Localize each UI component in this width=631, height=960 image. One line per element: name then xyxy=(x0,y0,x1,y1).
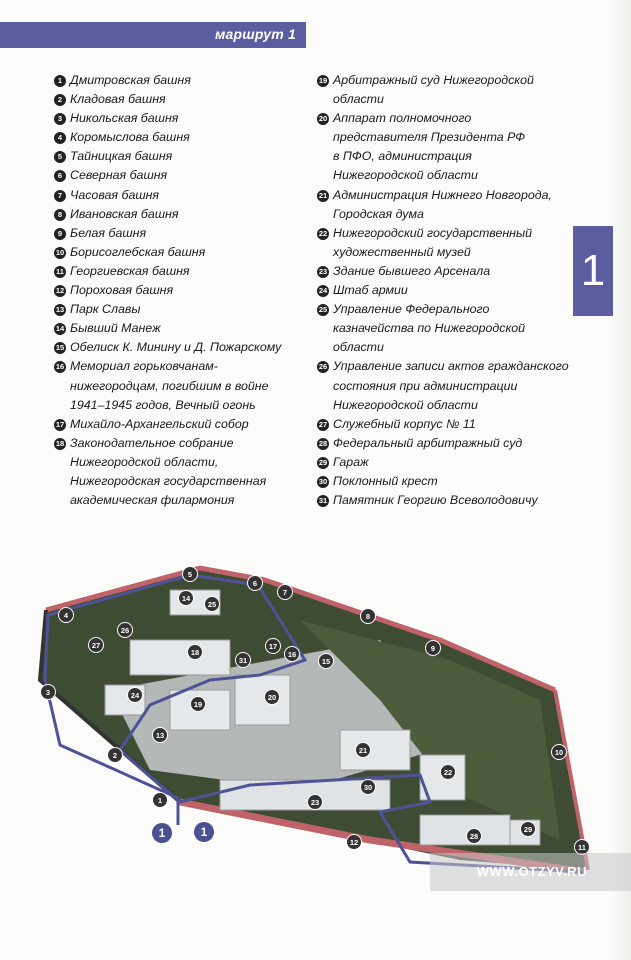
legend-text: Никольская башня xyxy=(70,111,179,126)
legend-item xyxy=(317,109,569,185)
map-marker: 30 xyxy=(360,779,376,795)
legend-item xyxy=(54,109,281,128)
map-marker: 17 xyxy=(265,638,281,654)
legend-item xyxy=(317,71,569,109)
legend-number-badge: 2 xyxy=(54,94,66,106)
legend-number-badge: 26 xyxy=(318,362,328,372)
legend-number-badge: 5 xyxy=(54,151,66,163)
legend-text: Арбитражный суд Нижегородской xyxy=(333,73,534,87)
legend-text: Пороховая башня xyxy=(70,283,174,298)
legend-text: состояния при администрации xyxy=(333,378,518,393)
legend-item xyxy=(54,71,281,90)
legend-number-badge: 23 xyxy=(318,266,328,276)
legend-text: Белая башня xyxy=(70,225,147,240)
legend-text: казначейства по Нижегородской xyxy=(333,321,526,336)
map-marker: 18 xyxy=(187,644,203,660)
legend-text: Коромыслова башня xyxy=(70,130,190,145)
map-marker: 27 xyxy=(88,637,104,653)
legend-text: Северная башня xyxy=(70,168,168,183)
legend-item xyxy=(54,147,281,166)
map-marker: 22 xyxy=(440,764,456,780)
legend-right-column xyxy=(317,71,569,510)
legend-number-badge: 15 xyxy=(55,343,65,353)
legend-text: области xyxy=(333,340,384,355)
map-marker: 12 xyxy=(346,834,362,850)
legend-item xyxy=(54,357,281,414)
legend-text: Кладовая башня xyxy=(70,92,166,107)
watermark xyxy=(430,853,631,891)
legend-number-badge: 19 xyxy=(318,76,328,85)
legend-text: Парк Славы xyxy=(70,302,141,317)
legend-text: Администрация Нижнего Новгорода, xyxy=(333,187,552,202)
map-marker: 24 xyxy=(127,687,143,703)
legend-text: Управление Федерального xyxy=(333,302,490,317)
legend-text: области xyxy=(333,92,384,107)
map-marker: 14 xyxy=(178,590,194,606)
legend-text: Нижегородской области xyxy=(333,397,478,412)
legend-number-badge: 13 xyxy=(55,305,65,315)
legend-item xyxy=(317,453,569,472)
legend-text: Законодательное собрание xyxy=(70,435,234,450)
legend-item xyxy=(54,90,281,109)
map-marker: 25 xyxy=(204,596,220,612)
legend-text: Часовая башня xyxy=(70,187,160,202)
map-marker: 1 xyxy=(152,792,168,808)
legend-text: Нижегородский государственный xyxy=(333,225,533,240)
legend-item xyxy=(54,186,281,205)
map-marker: 26 xyxy=(117,622,133,638)
route-start-marker: 1 xyxy=(194,822,214,842)
legend-text: нижегородцам, погибшим в войне xyxy=(70,378,269,393)
legend-item xyxy=(317,281,569,300)
legend-number-badge: 11 xyxy=(54,266,66,278)
watermark-text: WWW.OTZYV.RU xyxy=(476,864,587,879)
legend-text: Служебный корпус № 11 xyxy=(333,416,476,431)
legend-item xyxy=(317,262,569,281)
legend-number-badge: 21 xyxy=(318,190,328,200)
legend-item xyxy=(317,472,569,491)
map-marker: 23 xyxy=(307,794,323,810)
legend-text: Борисоглебская башня xyxy=(70,244,206,259)
legend-number-badge: 27 xyxy=(318,419,328,429)
kremlin-map xyxy=(0,540,631,960)
route-header-bar xyxy=(0,22,306,48)
legend-number-badge: 20 xyxy=(318,114,328,124)
legend-text: 1941–1945 годов, Вечный огонь xyxy=(70,397,256,412)
legend-text: художественный музей xyxy=(333,244,471,259)
building-fed-court xyxy=(420,815,510,845)
legend-text: Тайницкая башня xyxy=(70,149,173,164)
legend-text: представителя Президента РФ xyxy=(333,130,526,145)
legend-item xyxy=(54,243,281,262)
map-marker: 31 xyxy=(235,652,251,668)
legend-number-badge: 14 xyxy=(55,324,65,334)
legend-number-badge: 1 xyxy=(54,75,66,87)
legend-number-badge: 7 xyxy=(54,190,66,202)
legend-item xyxy=(317,224,569,262)
legend-item xyxy=(317,186,569,224)
legend-text: Федеральный арбитражный суд xyxy=(333,435,523,450)
legend-item xyxy=(317,300,569,357)
legend-item xyxy=(54,128,281,147)
legend-item xyxy=(54,319,281,338)
legend-number-badge: 18 xyxy=(55,438,65,448)
building-city-admin xyxy=(340,730,410,770)
route-title: маршрут 1 xyxy=(214,26,296,42)
map-marker: 4 xyxy=(58,607,74,623)
legend-text: Михайло-Архангельский собор xyxy=(70,416,249,431)
map-marker: 10 xyxy=(551,744,567,760)
legend-number-badge: 25 xyxy=(318,305,328,315)
legend-item xyxy=(54,434,281,510)
map-marker: 13 xyxy=(152,727,168,743)
map-marker: 15 xyxy=(318,653,334,669)
legend-item xyxy=(54,300,281,319)
legend-text: Памятник Георгию Всеволодовичу xyxy=(333,493,538,508)
legend-item xyxy=(54,205,281,224)
building-legislature xyxy=(130,640,230,675)
legend-item xyxy=(54,262,281,281)
legend-item xyxy=(54,224,281,243)
legend-text: Мемориал горьковчанам- xyxy=(70,359,218,374)
map-marker: 8 xyxy=(360,608,376,624)
legend-text: Нижегородской области xyxy=(333,168,478,183)
legend-text: Штаб армии xyxy=(333,283,408,298)
legend-text: Аппарат полномочного xyxy=(333,111,472,126)
legend-text: Обелиск К. Минину и Д. Пожарскому xyxy=(70,340,282,355)
legend-text: Нижегородская государственная xyxy=(70,473,267,488)
map-marker: 19 xyxy=(190,696,206,712)
chapter-tab: 1 xyxy=(573,226,613,316)
map-marker: 2 xyxy=(107,747,123,763)
route-start-marker: 1 xyxy=(152,823,172,843)
legend-text: Городская дума xyxy=(333,206,424,221)
map-marker: 20 xyxy=(264,689,280,705)
legend-text: в ПФО, администрация xyxy=(333,149,472,164)
legend-text: Дмитровская башня xyxy=(70,73,191,87)
legend-number-badge: 29 xyxy=(318,457,328,467)
legend-text: Нижегородской области, xyxy=(70,454,219,469)
legend-item xyxy=(317,357,569,414)
legend-item xyxy=(54,166,281,185)
map-marker: 9 xyxy=(425,640,441,656)
legend-number-badge: 6 xyxy=(54,170,66,182)
map-illustration xyxy=(0,540,631,960)
legend-text: Бывший Манеж xyxy=(70,321,161,336)
map-marker: 7 xyxy=(277,584,293,600)
legend-text: Георгиевская башня xyxy=(70,263,190,278)
legend-number-badge: 8 xyxy=(54,209,66,221)
map-marker: 29 xyxy=(520,821,536,837)
legend-text: Поклонный крест xyxy=(333,473,438,488)
legend-item xyxy=(317,434,569,453)
legend-number-badge: 22 xyxy=(318,228,328,238)
legend-text: Управление записи актов гражданского xyxy=(333,359,569,374)
legend-item xyxy=(317,415,569,434)
legend-item xyxy=(54,415,281,434)
legend-number-badge: 31 xyxy=(318,496,328,506)
legend-text: Ивановская башня xyxy=(70,206,179,221)
legend-item xyxy=(54,338,281,357)
legend-number-badge: 24 xyxy=(318,286,328,296)
legend-text: Здание бывшего Арсенала xyxy=(333,263,491,278)
legend-number-badge: 10 xyxy=(55,247,65,257)
map-marker: 5 xyxy=(182,566,198,582)
legend-number-badge: 9 xyxy=(54,228,66,240)
legend-left-column xyxy=(54,71,281,510)
legend-number-badge: 16 xyxy=(55,362,65,372)
map-marker: 6 xyxy=(247,575,263,591)
map-marker: 16 xyxy=(284,646,300,662)
legend-number-badge: 17 xyxy=(55,419,65,429)
map-marker: 28 xyxy=(466,828,482,844)
map-marker: 11 xyxy=(574,839,590,855)
map-marker: 21 xyxy=(355,742,371,758)
legend-item xyxy=(54,281,281,300)
legend-text: академическая филармония xyxy=(70,493,235,508)
legend-number-badge: 28 xyxy=(318,438,328,448)
legend-number-badge: 12 xyxy=(55,286,65,296)
legend-item xyxy=(317,491,569,510)
legend-number-badge: 30 xyxy=(318,476,328,486)
legend-text: Гараж xyxy=(333,454,369,469)
building-presidential xyxy=(235,675,290,725)
legend-number-badge: 4 xyxy=(54,132,66,144)
map-marker: 3 xyxy=(40,684,56,700)
legend-number-badge: 3 xyxy=(54,113,66,125)
